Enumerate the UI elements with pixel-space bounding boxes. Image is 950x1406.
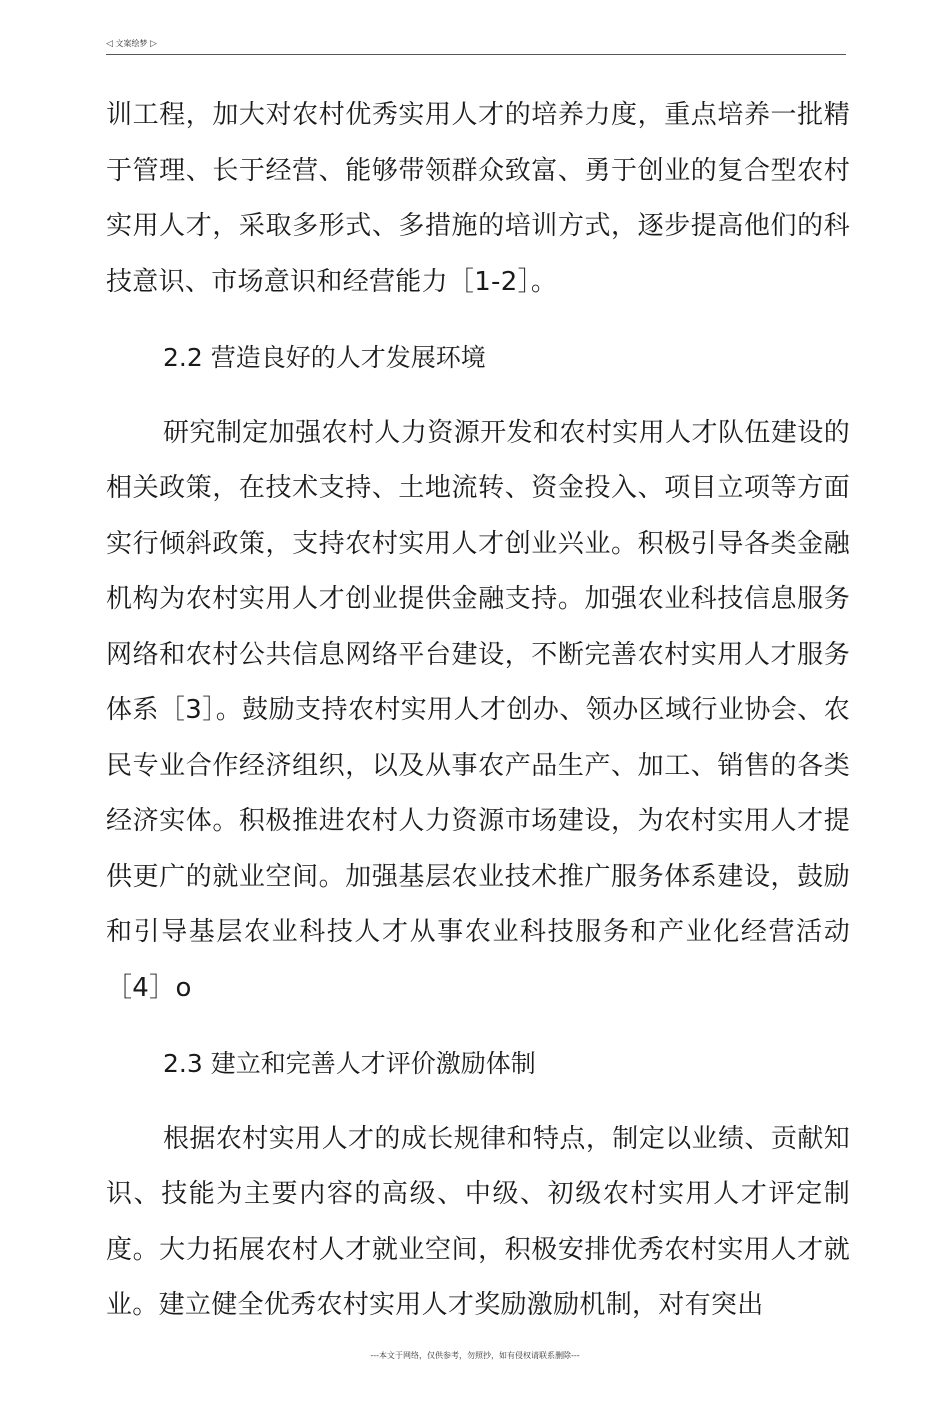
document-body xyxy=(106,88,850,1334)
spacer xyxy=(106,1092,850,1112)
section-heading-2-3: 2.3 建立和完善人才评价激励体制 xyxy=(163,1049,536,1078)
header-right-mark-icon: ▷ xyxy=(150,39,157,49)
header-left-mark-icon: ◁ xyxy=(106,39,113,49)
paragraph-environment: 研究制定加强农村人力资源开发和农村实用人才队伍建设的相关政策，在技术支持、土地流转、资金投入、项目立项等方面实行倾斜政策，支持农村实用人才创业兴业。积极引导各类金融机构为农村实用人才创业提供金融支持。加强农业科技信息服务网络和农村公共信息网络平台建设，不断完善农村实用人才服务体系［3］。鼓励支持农村实用人才创办、领办区域行业协会、农民专业合作经济组织，以及从事农产品生产、加工、销售的各类经济实体。积极推进农村人力资源市场建设，为农村实用人才提供更广的就业空间。加强基层农业技术推广服务体系建设，鼓励和引导基层农业科技人才从事农业科技服务和产业化经营活动［4］o xyxy=(106,417,850,1003)
paragraph-training: 训工程，加大对农村优秀实用人才的培养力度，重点培养一批精于管理、长于经营、能够带领群众致富、勇于创业的复合型农村实用人才，采取多形式、多措施的培训方式，逐步提高他们的科技意识、市场意识和经营能力［1-2］。 xyxy=(106,100,850,297)
paragraph-evaluation: 根据农村实用人才的成长规律和特点，制定以业绩、贡献知识、技能为主要内容的高级、中级、初级农村实用人才评定制度。大力拓展农村人才就业空间，积极安排优秀农村实用人才就业。建立健全优秀农村实用人才奖励激励机制，对有突出 xyxy=(106,1123,850,1320)
section-heading-2-2: 2.2 营造良好的人才发展环境 xyxy=(163,343,486,372)
spacer xyxy=(106,1016,850,1036)
spacer xyxy=(106,386,850,406)
header-title: 文案绘梦 xyxy=(115,39,148,48)
header-text xyxy=(106,39,157,49)
page-header xyxy=(106,38,846,55)
spacer xyxy=(106,310,850,330)
page-footer: ---本文于网络，仅供参考，勿照抄，如有侵权请联系删除--- xyxy=(370,1351,580,1360)
